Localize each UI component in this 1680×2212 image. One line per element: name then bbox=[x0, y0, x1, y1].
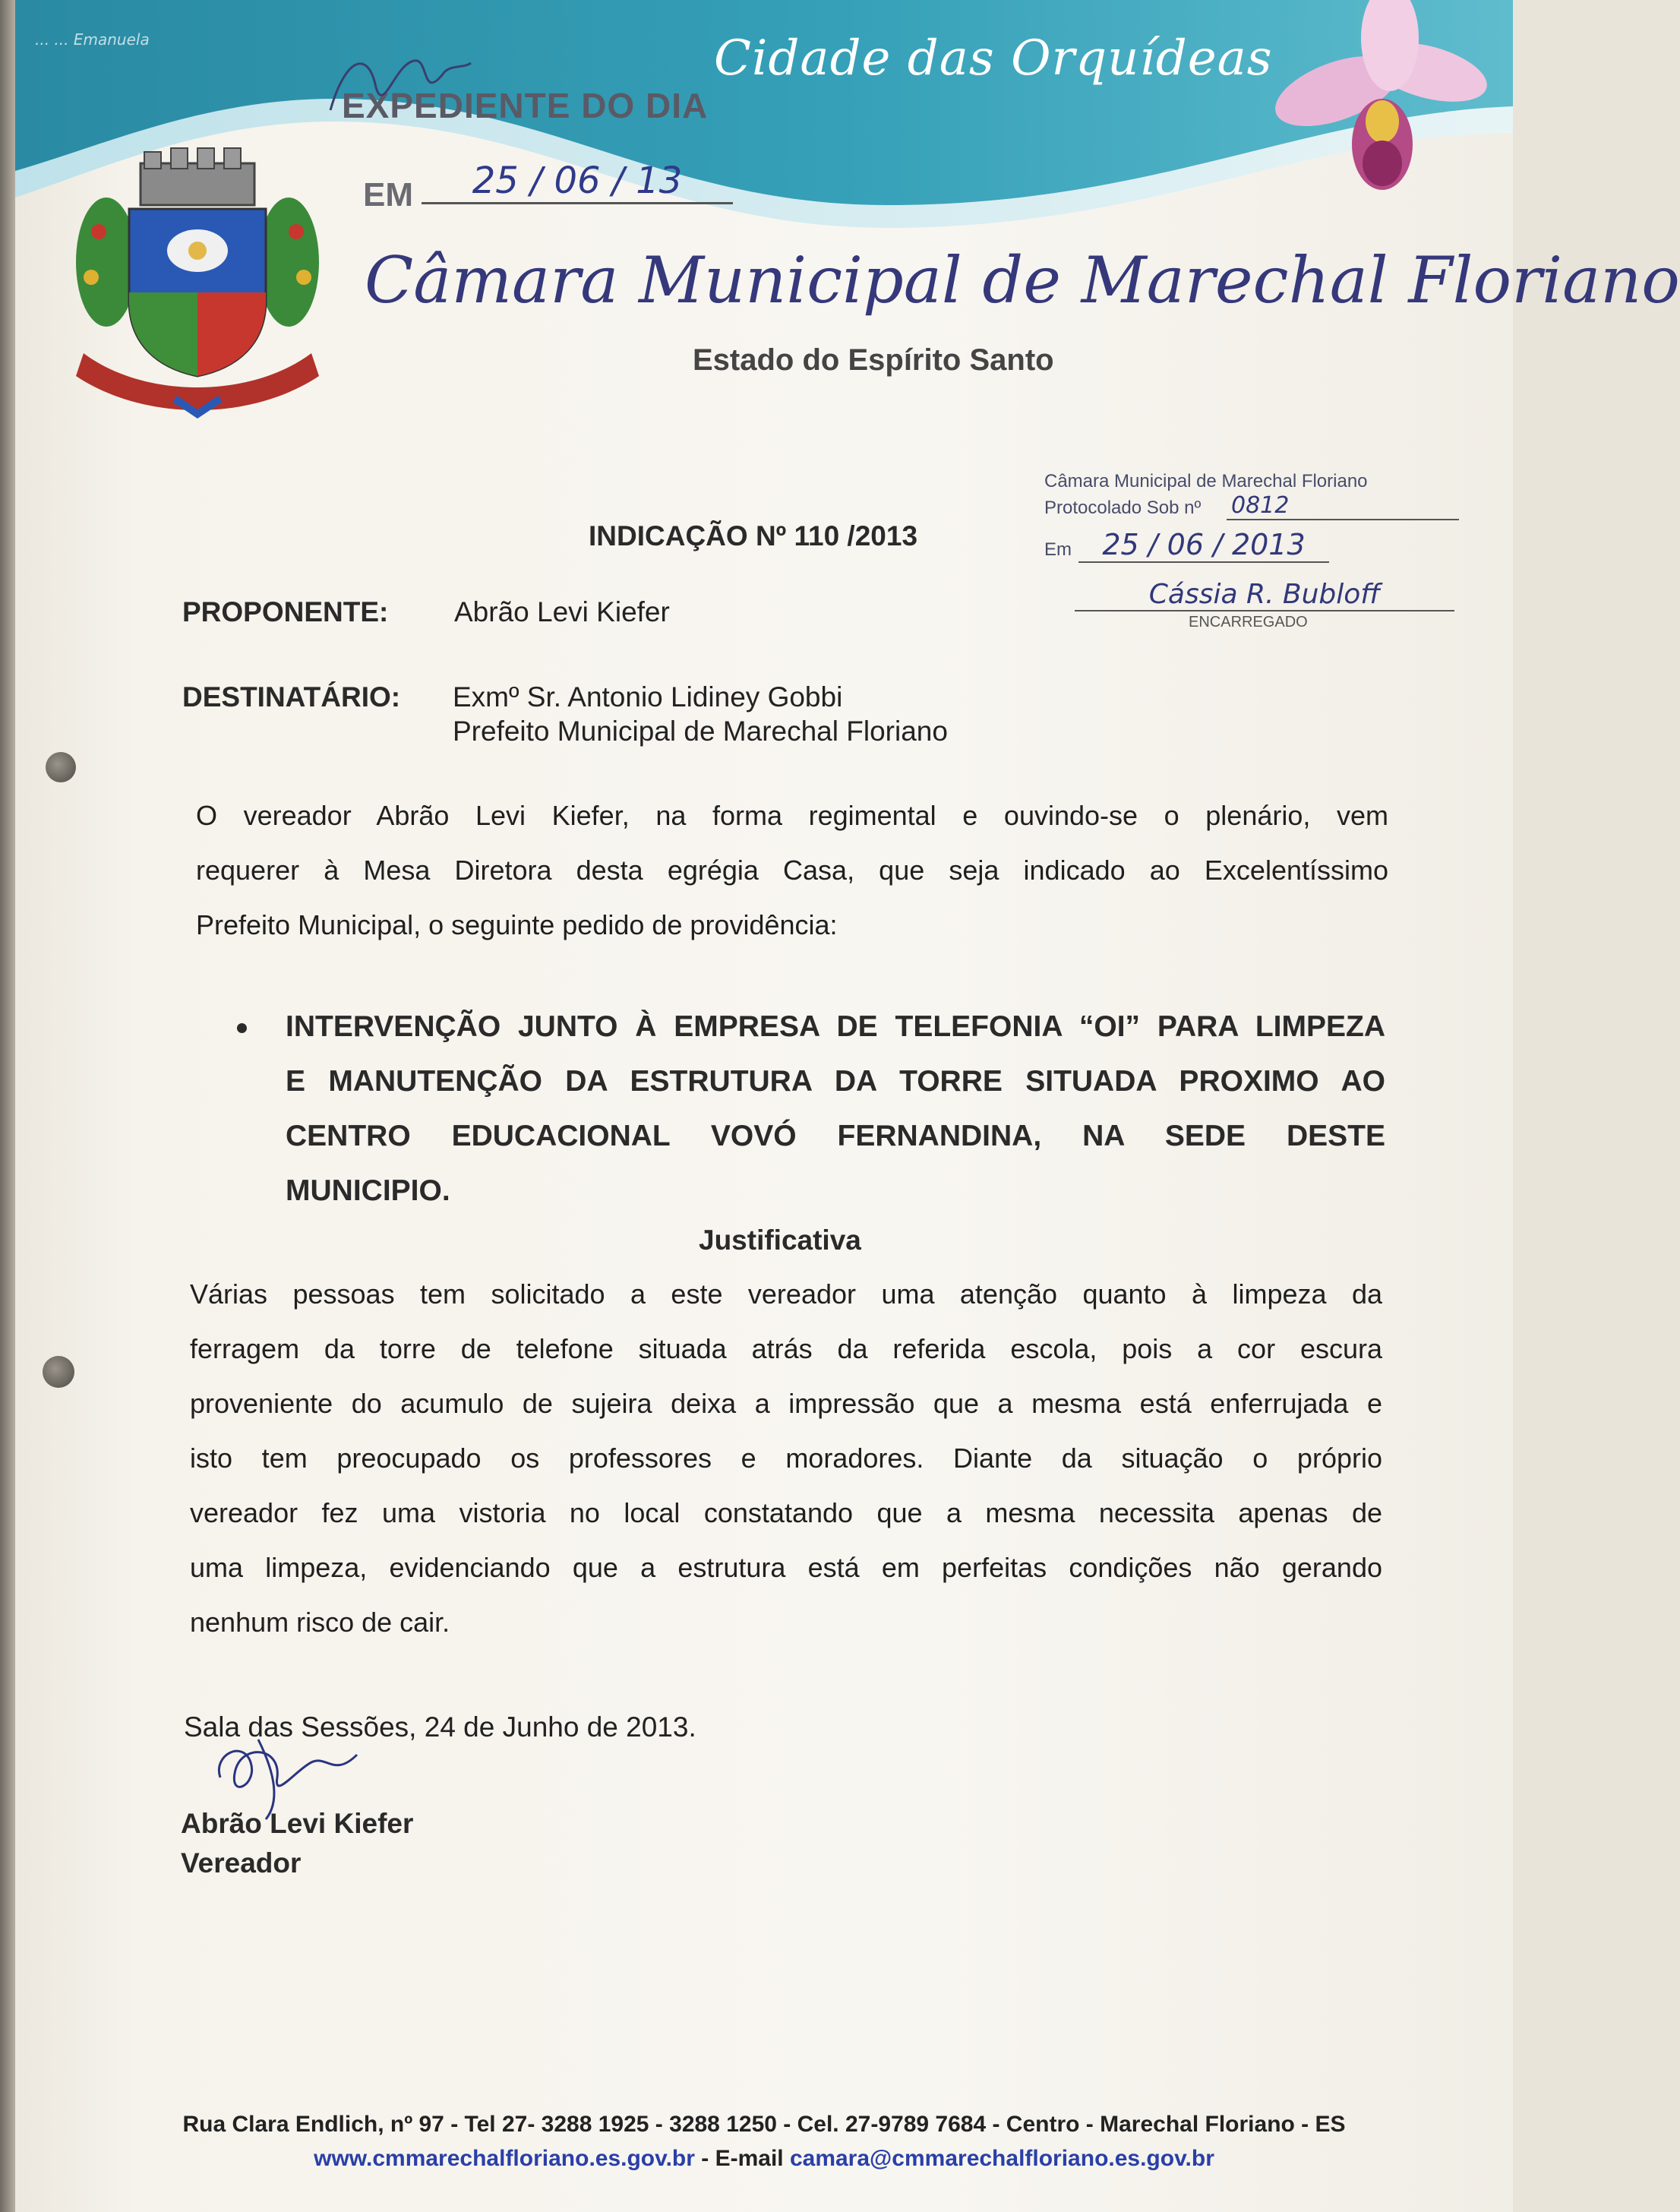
stamp-signature-icon bbox=[323, 42, 475, 125]
clerk-label: ENCARREGADO bbox=[1189, 614, 1308, 630]
request-line: E MANUTENÇÃO DA ESTRUTURA DA TORRE SITUADA PROXIMO AO bbox=[286, 1065, 1385, 1098]
justificativa-line: ferragem da torre de telefone situada atrás da referida escola, pois a cor escura bbox=[190, 1333, 1382, 1364]
footer-email-label: - E-mail bbox=[694, 2146, 790, 2171]
footer-contact bbox=[15, 2146, 1513, 2172]
intro-line: requerer à Mesa Diretora desta egrégia Casa, que seja indicado ao Excelentíssimo bbox=[196, 855, 1388, 886]
protocol-org: Câmara Municipal de Marechal Floriano bbox=[1044, 471, 1368, 491]
justificativa-line: uma limpeza, evidenciando que a estrutura está em perfeitas condições não gerando bbox=[190, 1552, 1382, 1583]
document-title: INDICAÇÃO Nº 110 /2013 bbox=[589, 520, 918, 551]
request-line: MUNICIPIO. bbox=[286, 1174, 450, 1207]
footer-website-link[interactable]: www.cmmarechalfloriano.es.gov.br bbox=[314, 2146, 695, 2171]
protocol-date-label: Em bbox=[1044, 539, 1072, 560]
signer-name: Abrão Levi Kiefer bbox=[181, 1808, 414, 1839]
request-line: INTERVENÇÃO JUNTO À EMPRESA DE TELEFONIA “OI” PARA LIMPEZA bbox=[286, 1010, 1385, 1043]
justificativa-line: Várias pessoas tem solicitado a este vereador uma atenção quanto à limpeza da bbox=[190, 1278, 1382, 1310]
protocol-number-label: Protocolado Sob nº bbox=[1044, 498, 1202, 518]
footer-email-link[interactable]: camara@cmmarechalfloriano.es.gov.br bbox=[789, 2146, 1214, 2171]
justificativa-line: proveniente do acumulo de sujeira deixa a impressão que a mesma está enferrujada e bbox=[190, 1388, 1382, 1419]
city-motto: Cidade das Orquídeas bbox=[714, 30, 1273, 87]
protocol-number: 0812 bbox=[1227, 492, 1459, 520]
expediente-stamp-label: EXPEDIENTE DO DIA bbox=[342, 86, 709, 125]
expediente-em-label: EM bbox=[363, 176, 413, 213]
clerk-signature: Cássia R. Bubloff bbox=[1075, 579, 1454, 611]
binder-edge bbox=[0, 0, 15, 2212]
destinatario-label: DESTINATÁRIO: bbox=[182, 681, 401, 713]
punch-hole bbox=[46, 752, 76, 782]
expediente-date: 25 / 06 / 13 bbox=[422, 160, 733, 204]
state-name: Estado do Espírito Santo bbox=[693, 343, 1054, 377]
signer-role: Vereador bbox=[181, 1847, 302, 1879]
justificativa-title: Justificativa bbox=[699, 1224, 861, 1256]
destinatario-line-2: Prefeito Municipal de Marechal Floriano bbox=[453, 716, 948, 747]
corner-note: ... ... Emanuela bbox=[35, 30, 150, 49]
closing-line: Sala das Sessões, 24 de Junho de 2013. bbox=[184, 1711, 696, 1743]
protocol-date: 25 / 06 / 2013 bbox=[1078, 528, 1329, 563]
footer-address: Rua Clara Endlich, nº 97 - Tel 27- 3288 1925 - 3288 1250 - Cel. 27-9789 7684 - Centro - Marechal Floriano - ES bbox=[182, 2112, 1346, 2137]
institution-name: Câmara Municipal de Marechal Floriano bbox=[365, 243, 1680, 318]
destinatario-line-1: Exmº Sr. Antonio Lidiney Gobbi bbox=[453, 681, 843, 713]
intro-line: Prefeito Municipal, o seguinte pedido de providência: bbox=[196, 909, 838, 940]
justificativa-line: vereador fez uma vistoria no local constatando que a mesma necessita apenas de bbox=[190, 1497, 1382, 1528]
proponente-label: PROPONENTE: bbox=[182, 596, 389, 627]
intro-line: O vereador Abrão Levi Kiefer, na forma regimental e ouvindo-se o plenário, vem bbox=[196, 800, 1388, 831]
punch-hole bbox=[43, 1356, 74, 1388]
orchid-flower-icon bbox=[1268, 0, 1496, 205]
document-page bbox=[15, 0, 1680, 2212]
coat-of-arms-icon bbox=[68, 148, 327, 429]
justificativa-line: nenhum risco de cair. bbox=[190, 1607, 450, 1638]
bullet-icon bbox=[237, 1023, 247, 1033]
request-line: CENTRO EDUCACIONAL VOVÓ FERNANDINA, NA SEDE DESTE bbox=[286, 1120, 1385, 1152]
justificativa-line: isto tem preocupado os professores e moradores. Diante da situação o próprio bbox=[190, 1443, 1382, 1474]
proponente-name: Abrão Levi Kiefer bbox=[454, 596, 670, 627]
